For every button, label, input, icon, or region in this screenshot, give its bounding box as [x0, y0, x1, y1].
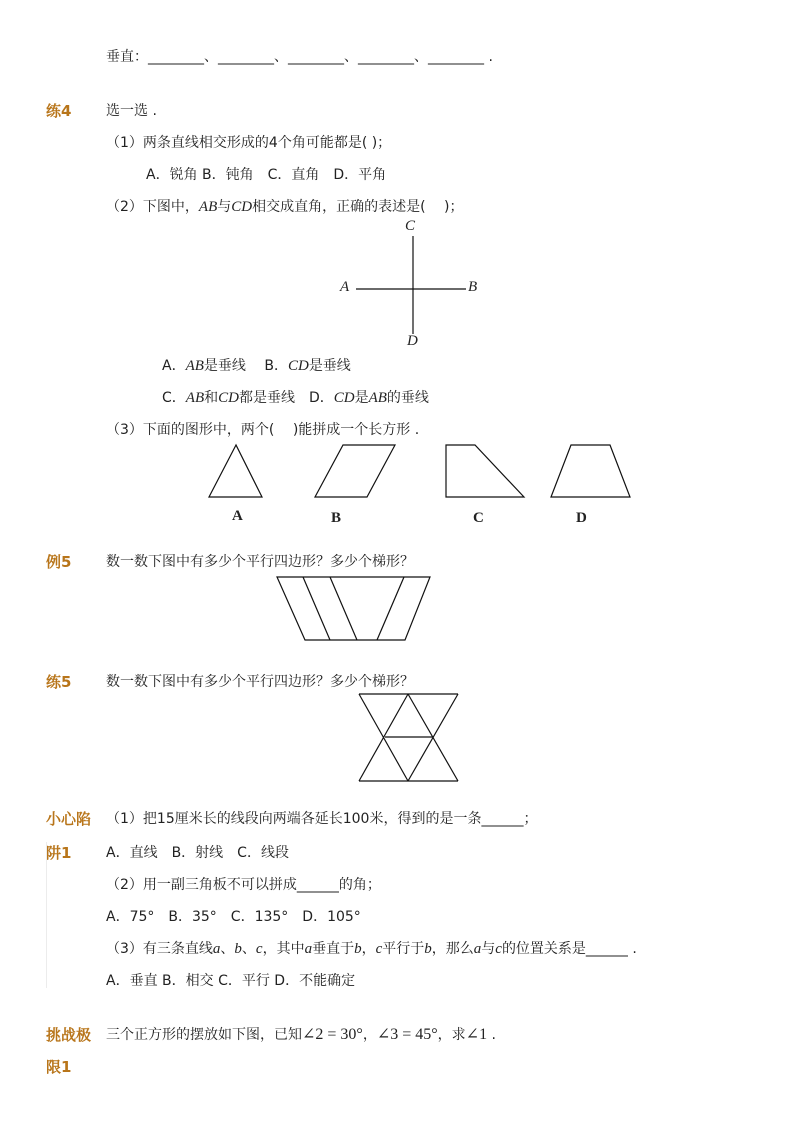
trap-q3: （3）有三条直线a、b、c，其中a垂直于b，c平行于b，那么a与c的位置关系是______ . — [106, 941, 637, 957]
shape-label-c: C — [473, 510, 484, 526]
shape-label-d: D — [576, 510, 587, 526]
lian5-question: 数一数下图中有多少个平行四边形？多少个梯形？ — [106, 674, 414, 690]
lian4-q1: （1）两条直线相交形成的4个角可能都是( )； — [106, 135, 392, 151]
perpendicular-answer-line: 垂直：________、________、________、________、________ . — [106, 49, 493, 65]
section-tag-challenge-line1: 挑战极 — [46, 1026, 92, 1044]
trap-q1-options: A．直线 B．射线 C．线段 — [106, 845, 289, 861]
section-divider-line — [46, 842, 47, 988]
lian4-q2: （2）下图中，AB与CD相交成直角，正确的表述是( )； — [106, 199, 464, 215]
trap-q2: （2）用一副三角板不可以拼成______的角； — [106, 877, 381, 893]
trap-q3-options: A．垂直 B．相交 C．平行 D．不能确定 — [106, 973, 356, 989]
label-c: C — [405, 218, 416, 234]
lian4-q2-options-ab: A．AB是垂线 B．CD是垂线 — [162, 358, 351, 374]
trap-q2-options: A．75° B．35° C．135° D．105° — [106, 909, 361, 925]
section-tag-lian5: 练5 — [46, 673, 72, 691]
trap-q1: （1）把15厘米长的线段向两端各延长100米，得到的是一条______； — [106, 811, 538, 827]
li5-question: 数一数下图中有多少个平行四边形？多少个梯形？ — [106, 554, 414, 570]
trapezoid-shape-d — [551, 445, 630, 497]
lian4-intro: 选一选 . — [106, 103, 157, 119]
parallelogram-shape-b — [315, 445, 395, 497]
triangle-shape-a — [209, 445, 262, 497]
lian4-q3: （3）下面的图形中，两个( )能拼成一个长方形 . — [106, 422, 420, 438]
label-d: D — [407, 333, 418, 349]
section-tag-trap-line1: 小心陷 — [46, 810, 92, 828]
shape-label-b: B — [331, 510, 342, 526]
lian4-q1-options: A．锐角 B．钝角 C．直角 D．平角 — [146, 167, 387, 183]
section-tag-challenge-line2: 限1 — [46, 1058, 72, 1076]
section-tag-lian4: 练4 — [46, 102, 72, 120]
lian4-q2-options-cd: C．AB和CD都是垂线 D．CD是AB的垂线 — [162, 390, 429, 406]
section-tag-trap-line2: 阱1 — [46, 844, 72, 862]
right-trapezoid-shape-c — [446, 445, 524, 497]
label-a: A — [340, 279, 350, 295]
challenge-question: 三个正方形的摆放如下图，已知∠2 = 30°，∠3 = 45°，求∠1 . — [106, 1026, 496, 1043]
label-b: B — [468, 279, 478, 295]
shape-label-a: A — [232, 508, 243, 524]
section-tag-li5: 例5 — [46, 553, 72, 571]
